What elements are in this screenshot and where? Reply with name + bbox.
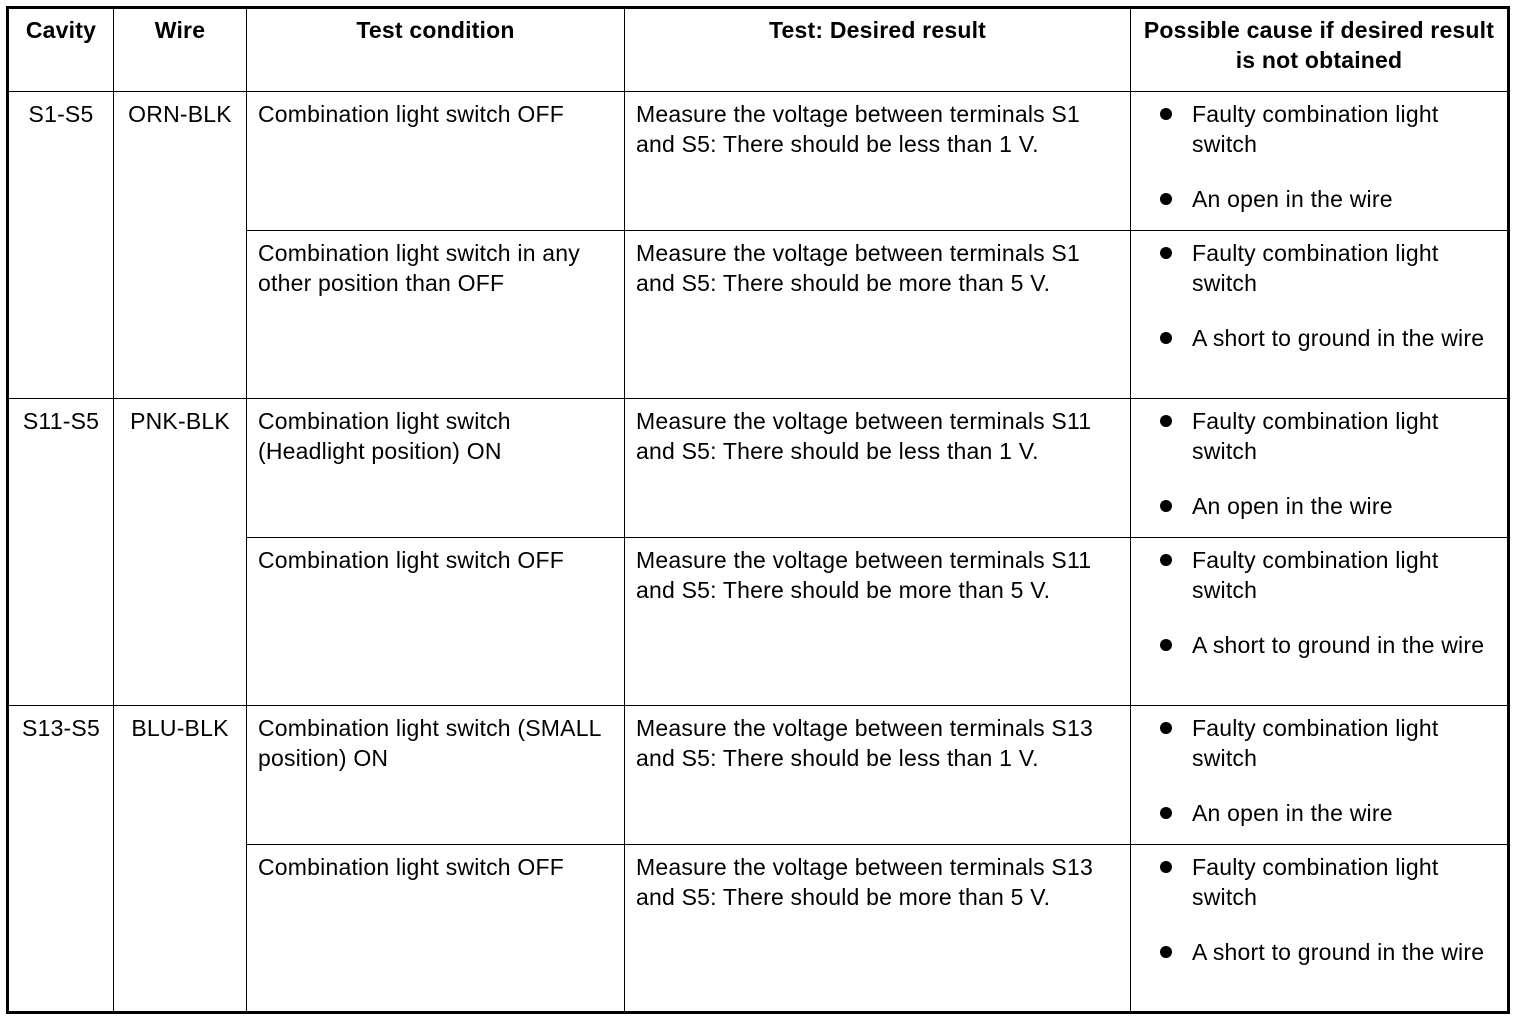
cause-text: An open in the wire [1192, 800, 1393, 826]
cause-text: Faulty combination light switch [1192, 101, 1439, 157]
bullet-icon [1160, 861, 1172, 873]
cause-list [1131, 713, 1497, 828]
test-condition-cell: Combination light switch (Headlight position) ON [247, 399, 625, 538]
possible-cause-cell [1131, 706, 1509, 845]
possible-cause-cell [1131, 538, 1509, 706]
cause-text: An open in the wire [1192, 186, 1393, 212]
desired-result-cell: Measure the voltage between terminals S11 and S5: There should be less than 1 V. [625, 399, 1131, 538]
cause-text: Faulty combination light switch [1192, 854, 1439, 910]
cause-item [1131, 937, 1497, 967]
header-cavity: Cavity [8, 8, 114, 92]
cause-list [1131, 238, 1497, 353]
desired-result-cell: Measure the voltage between terminals S1 and S5: There should be more than 5 V. [625, 231, 1131, 399]
cause-item [1131, 184, 1497, 214]
bullet-icon [1160, 722, 1172, 734]
desired-result-cell: Measure the voltage between terminals S13 and S5: There should be more than 5 V. [625, 845, 1131, 1013]
cause-item [1131, 852, 1497, 912]
wire-cell: BLU-BLK [114, 706, 247, 1013]
bullet-icon [1160, 639, 1172, 651]
possible-cause-cell [1131, 231, 1509, 399]
cause-item [1131, 713, 1497, 773]
bullet-icon [1160, 807, 1172, 819]
bullet-icon [1160, 332, 1172, 344]
cause-item [1131, 238, 1497, 298]
header-possible-cause: Possible cause if desired result is not obtained [1131, 8, 1509, 92]
bullet-icon [1160, 946, 1172, 958]
cause-list [1131, 99, 1497, 214]
wire-cell: PNK-BLK [114, 399, 247, 706]
cause-item [1131, 491, 1497, 521]
cavity-cell: S11-S5 [8, 399, 114, 706]
table-row [8, 92, 1509, 231]
bullet-icon [1160, 108, 1172, 120]
cause-text: Faulty combination light switch [1192, 547, 1439, 603]
table-row [8, 706, 1509, 845]
bullet-icon [1160, 247, 1172, 259]
bullet-icon [1160, 193, 1172, 205]
cause-item [1131, 630, 1497, 660]
cause-item [1131, 323, 1497, 353]
test-condition-cell: Combination light switch OFF [247, 538, 625, 706]
bullet-icon [1160, 500, 1172, 512]
cause-text: A short to ground in the wire [1192, 632, 1485, 658]
desired-result-cell: Measure the voltage between terminals S11 and S5: There should be more than 5 V. [625, 538, 1131, 706]
cavity-cell: S13-S5 [8, 706, 114, 1013]
bullet-icon [1160, 554, 1172, 566]
desired-result-cell: Measure the voltage between terminals S13 and S5: There should be less than 1 V. [625, 706, 1131, 845]
cause-item [1131, 798, 1497, 828]
table-row [8, 399, 1509, 538]
cavity-cell: S1-S5 [8, 92, 114, 399]
header-row [8, 8, 1509, 92]
cause-text: Faulty combination light switch [1192, 715, 1439, 771]
cause-text: A short to ground in the wire [1192, 939, 1485, 965]
cause-list [1131, 406, 1497, 521]
cause-text: An open in the wire [1192, 493, 1393, 519]
cause-list [1131, 545, 1497, 660]
possible-cause-cell [1131, 845, 1509, 1013]
desired-result-cell: Measure the voltage between terminals S1 and S5: There should be less than 1 V. [625, 92, 1131, 231]
bullet-icon [1160, 415, 1172, 427]
header-wire: Wire [114, 8, 247, 92]
header-test-condition: Test condition [247, 8, 625, 92]
test-condition-cell: Combination light switch in any other position than OFF [247, 231, 625, 399]
cause-text: Faulty combination light switch [1192, 240, 1439, 296]
test-condition-cell: Combination light switch OFF [247, 845, 625, 1013]
cause-list [1131, 852, 1497, 967]
cause-text: A short to ground in the wire [1192, 325, 1485, 351]
possible-cause-cell [1131, 399, 1509, 538]
cause-item [1131, 406, 1497, 466]
cause-item [1131, 99, 1497, 159]
cause-text: Faulty combination light switch [1192, 408, 1439, 464]
diagnostic-table [6, 6, 1510, 1014]
possible-cause-cell [1131, 92, 1509, 231]
cause-item [1131, 545, 1497, 605]
test-condition-cell: Combination light switch OFF [247, 92, 625, 231]
wire-cell: ORN-BLK [114, 92, 247, 399]
header-desired-result: Test: Desired result [625, 8, 1131, 92]
test-condition-cell: Combination light switch (SMALL position) ON [247, 706, 625, 845]
